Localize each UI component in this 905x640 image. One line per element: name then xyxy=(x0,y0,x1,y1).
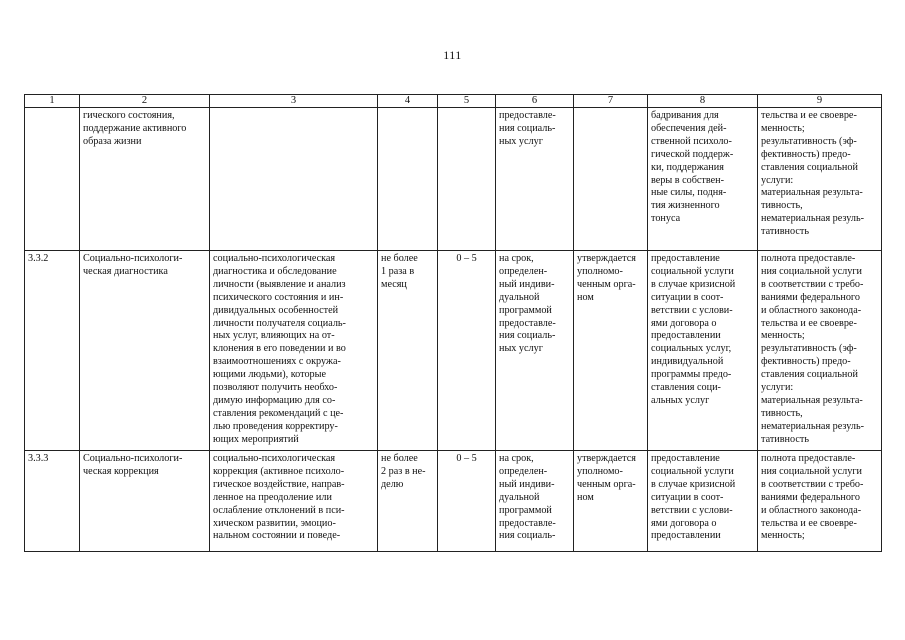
cell-text-line: социальной услуги xyxy=(651,465,734,477)
cell-text-line: димую информацию для со- xyxy=(213,394,336,406)
table-row xyxy=(25,108,882,251)
cell-text-line: ный индиви- xyxy=(499,478,555,490)
cost-cell xyxy=(574,108,648,251)
cell-text-line: индивидуальной xyxy=(651,356,724,368)
cell-text-line: дуальной xyxy=(499,491,540,503)
cell-text-line: тия жизненного xyxy=(651,200,720,212)
cell-text-line: тонуса xyxy=(651,213,681,225)
cell-text-line: ставления рекомендаций с це- xyxy=(213,407,344,419)
cell-text-line: в случае кризисной xyxy=(651,278,736,290)
cell-text-line: тивность, xyxy=(761,200,803,212)
duration-cell xyxy=(496,251,574,451)
cell-text-line: обеспечения дей- xyxy=(651,122,727,134)
cell-text-line: ветствии с услови- xyxy=(651,304,733,316)
cell-text-line: Социально-психологи- xyxy=(83,453,183,464)
cell-text-line: не более xyxy=(381,453,418,464)
cell-text-line: уполномо- xyxy=(577,465,623,477)
cell-text-line: полнота предоставле- xyxy=(761,453,856,464)
conditions-cell xyxy=(648,108,758,251)
cell-text-line: ческая диагностика xyxy=(83,265,168,277)
services-table xyxy=(24,94,882,552)
cell-text-line: тельства и ее своевре- xyxy=(761,110,857,121)
cell-text-line: и областного законода- xyxy=(761,304,862,316)
cell-text-line: социальных услуг, xyxy=(651,343,732,355)
cell-text-line: 1 раза в xyxy=(381,265,415,277)
cell-text-line: ных услуг xyxy=(499,135,543,147)
cell-text-line: тельства и ее своевре- xyxy=(761,517,857,529)
rate-cell xyxy=(438,108,496,251)
cell-text-line: ные силы, подня- xyxy=(651,187,727,199)
cell-text-line: гической поддерж- xyxy=(651,148,734,160)
cell-text-line: определен- xyxy=(499,465,548,477)
cell-text-line: ния социальной услуги xyxy=(761,265,862,277)
cell-text-line: диагностика и обследование xyxy=(213,265,337,277)
cell-text-line: веры в собствен- xyxy=(651,174,725,186)
cell-text-line: и областного законода- xyxy=(761,504,862,516)
cell-text-line: Социально-психологи- xyxy=(83,253,183,264)
column-header: 1 xyxy=(25,95,80,108)
cell-text-line: коррекция (активное психоло- xyxy=(213,465,345,477)
table-row xyxy=(25,251,882,451)
cell-text-line: гического состояния, xyxy=(83,110,175,121)
cell-text-line: ленное на преодоление или xyxy=(213,491,332,503)
cell-text-line: ченным орга- xyxy=(577,478,636,490)
page-number: 111 xyxy=(443,48,462,62)
cell-text-line: образа жизни xyxy=(83,135,142,147)
cell-text-line: ния социаль- xyxy=(499,530,556,542)
service-name-cell xyxy=(80,451,210,552)
cell-text-line: ный индиви- xyxy=(499,278,555,290)
column-header: 5 xyxy=(438,95,496,108)
cell-text-line: социальной услуги xyxy=(651,265,734,277)
cell-text-line: тативность xyxy=(761,226,809,238)
cell-text-line: программой xyxy=(499,304,552,316)
cell-text-line: клонения в его поведении и во xyxy=(213,343,346,355)
service-name-cell xyxy=(80,251,210,451)
cell-text-line: материальная результа- xyxy=(761,394,863,406)
cell-text-line: ветствии с услови- xyxy=(651,504,733,516)
cell-text-line: ситуации в соот- xyxy=(651,491,724,503)
cell-text-line: ставления социальной xyxy=(761,369,858,381)
cell-text-line: взаимоотношениях с окружа- xyxy=(213,356,341,368)
cell-text-line: менность; xyxy=(761,330,805,342)
column-header: 6 xyxy=(496,95,574,108)
cell-text-line: на срок, xyxy=(499,453,534,464)
cell-text-line: социально-психологическая xyxy=(213,253,336,264)
cell-text-line: лью проведения корректиру- xyxy=(213,420,338,432)
cell-text-line: программой xyxy=(499,504,552,516)
cell-text-line: хическом развитии, эмоцио- xyxy=(213,517,336,529)
cell-text-line: полнота предоставле- xyxy=(761,253,856,264)
cell-text-line: в соответствии с требо- xyxy=(761,478,864,490)
cell-text-line: предоставле- xyxy=(499,110,556,121)
cell-text-line: гическое воздействие, направ- xyxy=(213,478,345,490)
cell-text-line: месяц xyxy=(381,278,407,290)
cell-text-line: ственной психоло- xyxy=(651,135,732,147)
quality-indicators-cell xyxy=(758,108,882,251)
column-header: 9 xyxy=(758,95,882,108)
cell-text-line: ситуации в соот- xyxy=(651,291,724,303)
service-number-cell: 3.3.3 xyxy=(25,451,80,552)
cell-text-line: ном xyxy=(577,491,594,503)
cell-text-line: на срок, xyxy=(499,253,534,264)
cell-text-line: тивность, xyxy=(761,407,803,419)
service-description-cell xyxy=(210,451,378,552)
column-header: 4 xyxy=(378,95,438,108)
quality-indicators-cell xyxy=(758,451,882,552)
cell-text-line: определен- xyxy=(499,265,548,277)
conditions-cell xyxy=(648,451,758,552)
cell-text-line: социально-психологическая xyxy=(213,453,336,464)
cell-text-line: предоставление xyxy=(651,453,720,464)
cell-text-line: личности получателя социаль- xyxy=(213,317,346,329)
cell-text-line: менность; xyxy=(761,530,805,542)
cell-text-line: ченным орга- xyxy=(577,278,636,290)
cell-text-line: результативность (эф- xyxy=(761,343,857,355)
cell-text-line: не более xyxy=(381,253,418,264)
cell-text-line: дивидуальных особенностей xyxy=(213,304,339,316)
frequency-cell xyxy=(378,451,438,552)
cell-text-line: предоставле- xyxy=(499,317,556,329)
cell-text-line: предоставле- xyxy=(499,517,556,529)
service-description-cell xyxy=(210,108,378,251)
cell-text-line: делю xyxy=(381,478,404,490)
duration-cell xyxy=(496,451,574,552)
cell-text-line: услуги: xyxy=(761,174,794,186)
cell-text-line: услуги: xyxy=(761,382,794,394)
cell-text-line: фективность) предо- xyxy=(761,148,851,160)
cell-text-line: нальном состоянии и поведе- xyxy=(213,530,341,542)
cell-text-line: нематериальная резуль- xyxy=(761,213,864,225)
cell-text-line: поддержание активного xyxy=(83,122,187,134)
service-name-cell xyxy=(80,108,210,251)
cell-text-line: психического состояния и ин- xyxy=(213,291,344,303)
cell-text-line: ющими людьми), которые xyxy=(213,369,327,381)
quality-indicators-cell xyxy=(758,251,882,451)
cell-text-line: ющих мероприятий xyxy=(213,433,299,445)
cell-text-line: утверждается xyxy=(577,453,636,464)
frequency-cell xyxy=(378,251,438,451)
cell-text-line: предоставлении xyxy=(651,330,721,342)
cell-text-line: ки, поддержания xyxy=(651,161,724,173)
cell-text-line: ном xyxy=(577,291,594,303)
cell-text-line: личности (выявление и анализ xyxy=(213,278,346,290)
cell-text-line: тативность xyxy=(761,433,809,445)
cell-text-line: в случае кризисной xyxy=(651,478,736,490)
frequency-cell xyxy=(378,108,438,251)
cell-text-line: ния социаль- xyxy=(499,122,556,134)
cell-text-line: нематериальная резуль- xyxy=(761,420,864,432)
cell-text-line: ваниями федерального xyxy=(761,291,860,303)
cell-text-line: в соответствии с требо- xyxy=(761,278,864,290)
rate-cell: 0 – 5 xyxy=(438,451,496,552)
cell-text-line: ваниями федерального xyxy=(761,491,860,503)
cell-text-line: ния социаль- xyxy=(499,330,556,342)
cell-text-line: менность; xyxy=(761,122,805,134)
cell-text-line: тельства и ее своевре- xyxy=(761,317,857,329)
cell-text-line: результативность (эф- xyxy=(761,135,857,147)
cell-text-line: дуальной xyxy=(499,291,540,303)
duration-cell xyxy=(496,108,574,251)
cell-text-line: утверждается xyxy=(577,253,636,264)
column-header: 7 xyxy=(574,95,648,108)
table-row xyxy=(25,451,882,552)
conditions-cell xyxy=(648,251,758,451)
cell-text-line: ставления социальной xyxy=(761,161,858,173)
cell-text-line: ния социальной услуги xyxy=(761,465,862,477)
rate-cell: 0 – 5 xyxy=(438,251,496,451)
service-description-cell xyxy=(210,251,378,451)
service-number-cell xyxy=(25,108,80,251)
cell-text-line: бадривания для xyxy=(651,110,719,121)
cell-text-line: фективность) предо- xyxy=(761,356,851,368)
cell-text-line: ных услуг, влияющих на от- xyxy=(213,330,335,342)
cell-text-line: ставления соци- xyxy=(651,382,721,394)
column-header: 2 xyxy=(80,95,210,108)
cell-text-line: альных услуг xyxy=(651,394,710,406)
cell-text-line: программы предо- xyxy=(651,369,732,381)
cell-text-line: предоставление xyxy=(651,253,720,264)
table-header-row xyxy=(25,95,882,108)
column-header: 8 xyxy=(648,95,758,108)
column-header: 3 xyxy=(210,95,378,108)
cell-text-line: предоставлении xyxy=(651,530,721,542)
cell-text-line: 2 раз в не- xyxy=(381,465,426,477)
cell-text-line: ослабление отклонений в пси- xyxy=(213,504,345,516)
service-number-cell: 3.3.2 xyxy=(25,251,80,451)
cell-text-line: материальная результа- xyxy=(761,187,863,199)
cell-text-line: ных услуг xyxy=(499,343,543,355)
cost-cell xyxy=(574,251,648,451)
cost-cell xyxy=(574,451,648,552)
cell-text-line: ями договора о xyxy=(651,517,717,529)
cell-text-line: ями договора о xyxy=(651,317,717,329)
cell-text-line: уполномо- xyxy=(577,265,623,277)
cell-text-line: позволяют получить необхо- xyxy=(213,382,338,394)
cell-text-line: ческая коррекция xyxy=(83,465,159,477)
